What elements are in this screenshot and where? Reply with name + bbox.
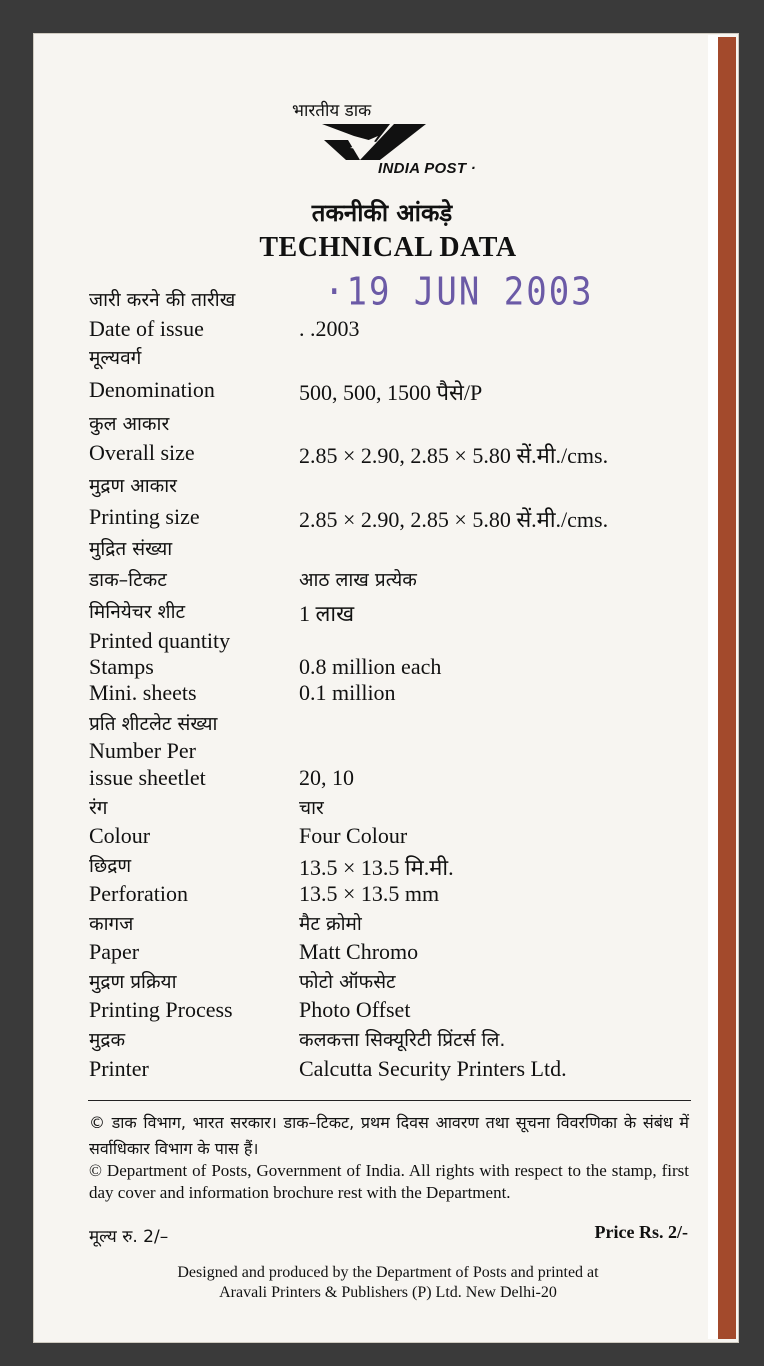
row-value: 0.1 million: [299, 680, 396, 705]
row-label: Printing Process: [89, 997, 233, 1022]
row-value: Photo Offset: [299, 997, 411, 1022]
row-label: Mini. sheets: [89, 680, 197, 705]
row-label: डाक–टिकट: [89, 569, 167, 591]
copyright-hindi: © डाक विभाग, भारत सरकार। डाक–टिकट, प्रथम दिवस आवरण तथा सूचना विवरणिका के संबंध में सर्वाधिकार विभाग के पास हैं।: [89, 1113, 689, 1158]
row-label: Perforation: [89, 881, 188, 906]
row-value: चार: [299, 797, 324, 819]
row-label: Number Per: [89, 738, 196, 763]
row-label: मुद्रक: [89, 1029, 126, 1051]
logo-india-post-text: INDIA POST ·: [378, 160, 477, 177]
row-label: मुद्रित संख्या: [89, 538, 173, 560]
row-value: 500, 500, 1500 पैसे/P: [299, 380, 483, 405]
row-label: रंग: [89, 797, 108, 819]
row-label: Paper: [89, 939, 140, 964]
row-label: issue sheetlet: [89, 765, 206, 790]
divider: [88, 1100, 691, 1101]
row-value: 2.85 × 2.90, 2.85 × 5.80 सें.मी./cms.: [299, 443, 609, 468]
row-label: Printing size: [89, 504, 200, 529]
row-value: . .2003: [299, 316, 360, 341]
price-english: Price Rs. 2/-: [594, 1222, 688, 1242]
row-value: आठ लाख प्रत्येक: [299, 569, 417, 591]
row-label: Printer: [89, 1056, 149, 1081]
row-label: प्रति शीटलेट संख्या: [89, 713, 218, 735]
page-title: TECHNICAL DATA: [259, 232, 517, 263]
credits-line-2: Aravali Printers & Publishers (P) Ltd. New Delhi-20: [219, 1284, 557, 1301]
row-value: फोटो ऑफसेट: [299, 971, 396, 993]
row-label: Denomination: [89, 377, 215, 402]
page-title-hindi: तकनीकी आंकड़े: [311, 199, 453, 227]
row-label: मूल्यवर्ग: [89, 347, 142, 369]
row-label: मुद्रण प्रक्रिया: [89, 971, 177, 993]
row-value: कलकत्ता सिक्यूरिटी प्रिंटर्स लि.: [299, 1029, 506, 1051]
logo-hindi-text: भारतीय डाक: [292, 101, 372, 121]
copyright-english: © Department of Posts, Government of India. All rights with respect to the stamp, first day cover and information brochure rest with the Department.: [89, 1161, 689, 1202]
row-label: मिनियेचर शीट: [89, 601, 186, 623]
row-value: 1 लाख: [299, 601, 355, 626]
row-value: मैट क्रोमो: [299, 913, 362, 935]
india-post-logo: [288, 98, 498, 188]
row-label: Date of issue: [89, 316, 204, 341]
row-value: Matt Chromo: [299, 939, 419, 964]
row-label: कुल आकार: [89, 413, 170, 435]
credits-line-1: Designed and produced by the Department of Posts and printed at: [177, 1264, 599, 1281]
row-value: 13.5 × 13.5 mm: [299, 881, 440, 906]
india-post-logo-icon: [320, 120, 428, 162]
row-value: 20, 10: [299, 765, 354, 790]
row-label: छिद्रण: [89, 855, 132, 877]
row-value: 13.5 × 13.5 मि.मी.: [299, 855, 454, 880]
price-hindi: मूल्य रु. 2/–: [89, 1227, 169, 1247]
row-value: 2.85 × 2.90, 2.85 × 5.80 सें.मी./cms.: [299, 507, 609, 532]
printer-credits: [0, 1263, 764, 1303]
row-label: Printed quantity: [89, 628, 231, 653]
row-label: Overall size: [89, 440, 195, 465]
row-value: Four Colour: [299, 823, 408, 848]
row-value: 0.8 million each: [299, 654, 442, 679]
row-label: जारी करने की तारीख: [89, 289, 236, 311]
row-label: कागज: [89, 913, 134, 935]
row-label: Stamps: [89, 654, 154, 679]
row-label: Colour: [89, 823, 151, 848]
row-label: मुद्रण आकार: [89, 475, 177, 497]
date-stamp: ·19 JUN 2003: [324, 270, 594, 315]
row-value: Calcutta Security Printers Ltd.: [299, 1056, 567, 1081]
